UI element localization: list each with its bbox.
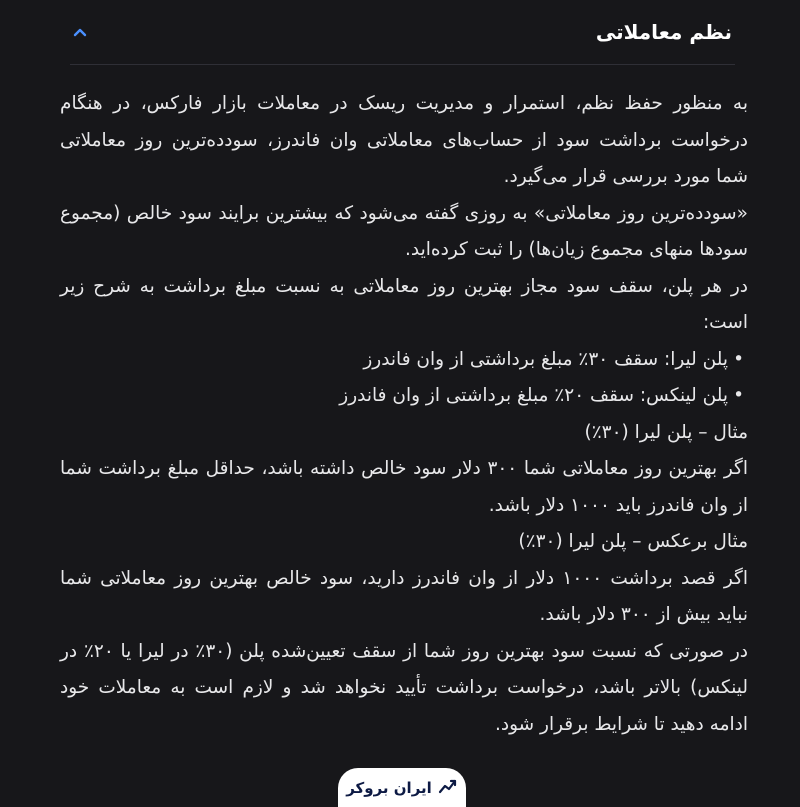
chart-growth-icon bbox=[438, 777, 458, 799]
list-item: • پلن لینکس: سقف ۲۰٪ مبلغ برداشتی از وان فاندرز bbox=[60, 378, 728, 415]
watermark-text: ایران بروکر bbox=[346, 779, 432, 797]
accordion-content bbox=[60, 86, 748, 743]
plan-cap-paragraph: در هر پلن، سقف سود مجاز بهترین روز معاملاتی به نسبت مبلغ برداشت به شرح زیر است: bbox=[60, 275, 748, 333]
reverse-example-heading: مثال برعکس – پلن لیرا (۳۰٪) bbox=[518, 531, 748, 552]
definition-paragraph: «سودده‌ترین روز معاملاتی» به روزی گفته می‌شود که بیشترین برایند سود خالص (مجموع سودها منهای مجموع زیان‌ها) را ثبت کرده‌اید. bbox=[60, 202, 748, 260]
example-heading: مثال – پلن لیرا (۳۰٪) bbox=[584, 421, 748, 443]
chevron-up-icon[interactable] bbox=[70, 22, 90, 42]
list-item: • پلن لیرا: سقف ۳۰٪ مبلغ برداشتی از وان فاندرز bbox=[60, 342, 728, 379]
accordion-header[interactable] bbox=[70, 0, 730, 64]
conclusion-paragraph: در صورتی که نسبت سود بهترین روز شما از سقف تعیین‌شده پلن (۳۰٪ در لیرا یا ۲۰٪ در لینکس) بالاتر باشد، درخواست برداشت تأیید نخواهد شد و لازم است به معاملات خود ادامه دهید تا شرایط برقرار شود. bbox=[60, 640, 748, 735]
watermark-logo bbox=[338, 768, 466, 807]
intro-paragraph: به منظور حفظ نظم، استمرار و مدیریت ریسک در معاملات بازار فارکس، در هنگام درخواست برداشت سود از حساب‌های معاملاتی وان فاندرز، سودده‌ترین روز معاملاتی شما مورد بررسی قرار می‌گیرد. bbox=[60, 93, 748, 187]
reverse-example-paragraph: اگر قصد برداشت ۱۰۰۰ دلار از وان فاندرز دارید، سود خالص بهترین روز معاملاتی شما نباید بیش از ۳۰۰ دلار باشد. bbox=[60, 567, 749, 625]
accordion-title: نظم معاملاتی bbox=[595, 20, 732, 44]
plan-list bbox=[60, 342, 748, 415]
example-paragraph: اگر بهترین روز معاملاتی شما ۳۰۰ دلار سود خالص داشته باشد، حداقل مبلغ برداشت شما از وان فاندرز باید ۱۰۰۰ دلار باشد. bbox=[60, 458, 748, 516]
header-divider bbox=[70, 64, 735, 65]
